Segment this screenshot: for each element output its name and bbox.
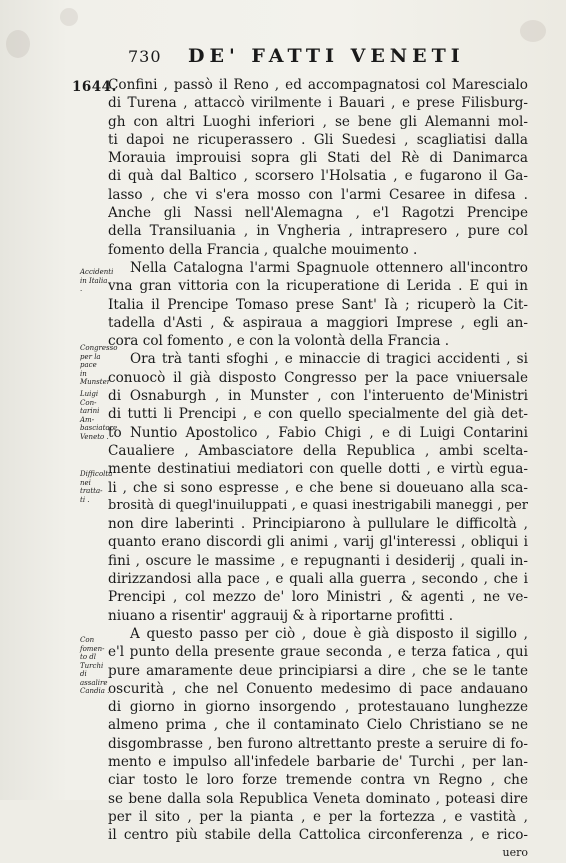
- body-text: [108, 76, 528, 863]
- text-line: brosità di quegl'inuiluppati , e quasi inestrigabili maneggi , per: [108, 497, 528, 513]
- text-line: dirizzandosi alla pace , e quali alla guerra , secondo , che i: [108, 571, 528, 588]
- text-line: di Osnaburgh , in Munster , con l'interuento de'Ministri: [108, 388, 528, 405]
- text-line: almeno prima , che il contaminato Cielo Christiano se ne: [108, 717, 528, 734]
- text-line: della Transiluania , in Vngheria , intrapresero , pure col: [108, 223, 528, 240]
- text-line: di tutti li Prencipi , e con quello specialmente del già det-: [108, 406, 528, 423]
- margin-note-difficolta: Difficoltà nei tratta- ti .: [80, 470, 113, 504]
- margin-note-turchi: Con fomen- to dl Turchi di assalire Candia .: [80, 636, 110, 695]
- text-line: li , che si sono espresse , e che bene si doueuano alla sca-: [108, 479, 528, 496]
- text-line: mento e impulso all'infedele barbarie de' Turchi , per lan-: [108, 753, 528, 770]
- text-line: Anche gli Nassi nell'Alemagna , e'l Ragotzi Prencipe: [108, 205, 528, 222]
- text-line: non dire laberinti . Principiarono à pullulare le difficoltà ,: [108, 516, 528, 533]
- text-line: tadella d'Asti , & aspiraua a maggiori Imprese , egli an-: [108, 314, 528, 331]
- text-line: Prencipi , col mezzo de' loro Ministri , & agenti , ne ve-: [108, 589, 528, 606]
- page-stain: [6, 30, 30, 58]
- page-stain: [60, 8, 78, 26]
- text-line: gh con altri Luoghi inferiori , se bene gli Alemanni mol-: [108, 113, 528, 130]
- year-marginal: 1644.: [72, 79, 117, 95]
- text-line: di Turena , attaccò virilmente i Bauari , e prese Filisburg-: [108, 95, 528, 112]
- text-line: Italia il Prencipe Tomaso prese Sant' Ià ; ricuperò la Cit-: [108, 296, 528, 313]
- running-title: DE' FATTI VENETI: [188, 45, 465, 67]
- margin-note-congresso: Congresso per la pace in Munster: [80, 344, 118, 386]
- text-line: Nella Catalogna l'armi Spagnuole ottennero all'incontro: [130, 259, 528, 276]
- text-line: A questo passo per ciò , doue è già disposto il sigillo ,: [130, 625, 528, 642]
- text-line: Morauia improuisi sopra gli Stati del Rè di Danimarca: [108, 150, 528, 167]
- text-line: oscurità , che nel Conuento medesimo di pace andauano: [108, 680, 528, 697]
- catchword: uero: [502, 846, 528, 860]
- text-line: di giorno in giorno insorgendo , protestauano lunghezze: [108, 699, 528, 716]
- page-header: [128, 47, 528, 69]
- text-line: cora col fomento , e con la volontà della Francia .: [108, 333, 450, 350]
- text-line: vna gran vittoria con la ricuperatione di Lerida . E qui in: [108, 278, 528, 295]
- text-line: disgombrasse , ben furono altrettanto preste a seruire di fo-: [108, 735, 528, 752]
- text-line: Caualiere , Ambasciatore della Republica , ambi scelta-: [108, 442, 528, 459]
- text-line: Ora trà tanti sfoghi , e minaccie di tragici accidenti , si: [130, 351, 528, 368]
- text-line: to Nuntio Apostolico , Fabio Chigi , e di Luigi Contarini: [108, 424, 528, 441]
- text-line: pure amaramente deue principiarsi a dire , che se le tante: [108, 662, 528, 679]
- text-line: ti dapoi ne ricuperassero . Gli Suedesi , scagliatisi dalla: [108, 131, 528, 148]
- text-line: conuocò il già disposto Congresso per la pace vniuersale: [108, 369, 528, 386]
- text-line: Confini , passò il Reno , ed accompagnatosi col Marescialo: [108, 77, 528, 93]
- margin-note-accidenti: Accidenti in Italia .: [80, 268, 114, 293]
- text-line: lasso , che vi s'era mosso con l'armi Cesaree in difesa .: [108, 186, 528, 203]
- margin-note-contarini: Luigi Con- tarini Am- basciatore Veneto .: [80, 390, 118, 441]
- text-line: se bene dalla sola Republica Veneta dominato , poteasi dire: [108, 790, 528, 807]
- page-stain: [520, 20, 546, 42]
- text-line: il centro più stabile della Cattolica circonferenza , e rico-: [108, 827, 528, 844]
- page-number: 730: [128, 47, 162, 66]
- text-line: fomento della Francia , qualche mouimento .: [108, 241, 418, 258]
- text-line: ciar tosto le loro forze tremende contra vn Regno , che: [108, 772, 528, 789]
- text-line: quanto erano discordi gli animi , varij gl'interessi , obliqui i: [108, 534, 528, 551]
- text-line: di quà dal Baltico , scorsero l'Holsatia , e fugarono il Ga-: [108, 168, 528, 185]
- text-line: per il sito , per la pianta , e per la fortezza , e vastità ,: [108, 808, 528, 825]
- text-line: niuano a risentir' aggrauij & à riportarne profitti .: [108, 607, 454, 624]
- text-line: e'l punto della presente graue seconda , e terza fatica , qui: [108, 644, 528, 661]
- text-line: fini , oscure le massime , e repugnanti i desiderij , quali in-: [108, 552, 528, 569]
- text-line: mente destinatiui mediatori con quelle dotti , e virtù egua-: [108, 461, 528, 478]
